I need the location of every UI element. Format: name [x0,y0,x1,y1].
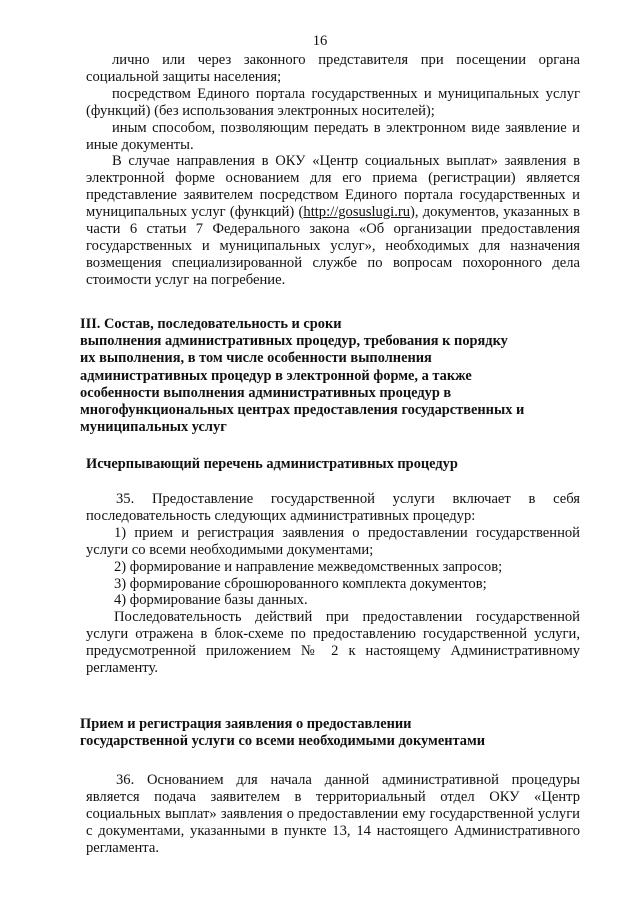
intro-item: посредством Единого портала государственных и муниципальных услуг (функций) (без использования электронных носителей); [86,85,580,119]
intro-block [86,52,580,289]
electronic-text-start: В случае направления в ОКУ «Центр социальных выплат» заявления в электронной форме основанием для его приема (регистрации) является представление заявителем посредством Единого портала государственных и муниципальных услуг (функций) ( [86,153,580,221]
section-title-line: особенности выполнения административных процедур в [80,384,452,401]
subsection-title: Исчерпывающий перечень административных процедур [86,456,458,472]
paragraph-35: 35. Предоставление государственной услуги включает в себя последовательность следующих административных процедур: [86,491,580,524]
section-title-line: III. Состав, последовательность и сроки [80,316,342,332]
procedure-list [86,525,580,610]
section-title-line: многофункциональных центрах предоставления государственных и [80,402,525,419]
intro-item: лично или через законного представителя при посещении органа социальной защиты населения; [86,52,580,85]
section-title-line: их выполнения, в том числе особенности выполнения [80,350,432,367]
section-title-line: административных процедур в электронной форме, а также [80,367,472,384]
subsection-heading-procedures [86,456,580,473]
gosuslugi-link[interactable]: http://gosuslugi.ru [303,204,411,221]
section-title [80,316,586,436]
paragraph-sequence: Последовательность действий при предоставлении государственной услуги отражена в блок-схеме по предоставлению государственной услуги, предусмотренной приложением № 2 к настоящему Административному регламенту. [86,609,580,677]
clause-35 [86,491,580,677]
list-item: 3) формирование сброшюрованного комплекта документов; [114,575,487,592]
subsection-title-line: Прием и регистрация заявления о предоставлении [80,716,412,732]
list-item: 4) формирование базы данных. [114,592,308,609]
intro-item: иным способом, позволяющим передать в электронном виде заявление и иные документы. [86,119,580,153]
section-title-line: выполнения административных процедур, требования к порядку [80,333,508,350]
page-number: 16 [312,33,328,49]
list-item: 2) формирование и направление межведомственных запросов; [114,558,503,575]
section-title-line: муниципальных услуг [80,419,227,436]
electronic-text-end: ), документов, указанных в части 6 статьи 7 Федерального закона «Об организации предоставления государственных и муниципальных услуг», необходимых для назначения возмещения специализированной службе по вопросам похоронного дела стоимости услуг на погребение. [86,204,580,288]
list-item: 1) прием и регистрация заявления о предоставлении государственной услуги со всеми необходимыми документами; [86,524,580,558]
subsection-title-line: государственной услуги со всеми необходимыми документами [80,733,486,750]
subsection-heading-reception [80,716,586,750]
clause-36 [86,772,580,857]
paragraph-36: 36. Основанием для начала данной административной процедуры является подача заявителем в территориальный отдел ОКУ «Центр социальных выплат» заявления о предоставлении ему государственной услуги с документами, указанными в пункте 13, 14 настоящего Административного регламента. [86,772,580,856]
electronic-paragraph [86,153,580,288]
